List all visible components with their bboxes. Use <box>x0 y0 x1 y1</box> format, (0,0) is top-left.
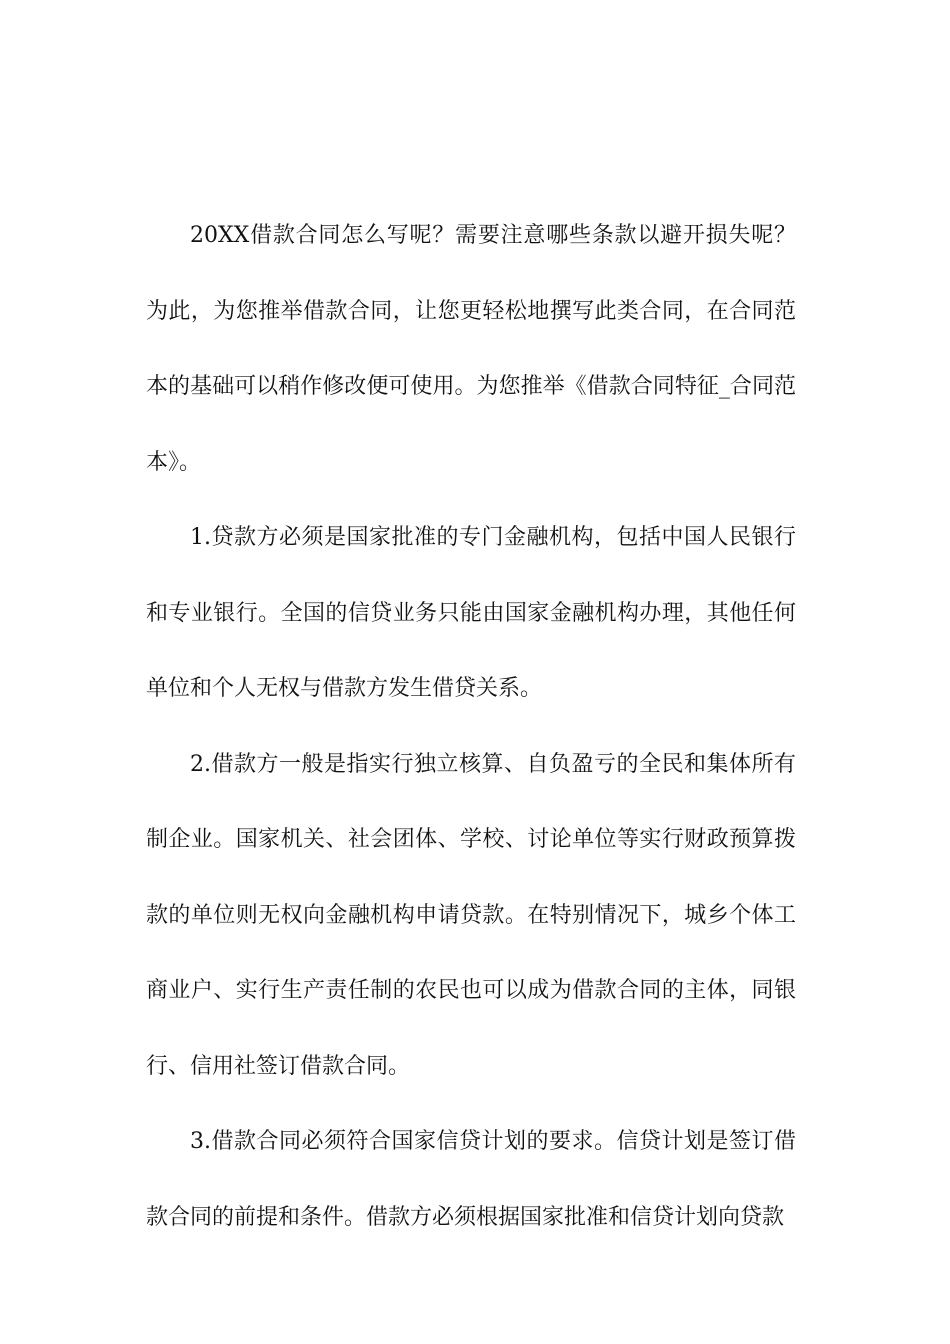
paragraph-clause-3: 3.借款合同必须符合国家信贷计划的要求。信贷计划是签订借款合同的前提和条件。借款方必须根据国家批准和信贷计划向贷款 <box>146 1129 796 1230</box>
document-body <box>146 198 796 1255</box>
paragraph-clause-2: 2.借款方一般是指实行独立核算、自负盈亏的全民和集体所有制企业。国家机关、社会团体、学校、讨论单位等实行财政预算拨款的单位则无权向金融机构申请贷款。在特别情况下，城乡个体工商业户、实行生产责任制的农民也可以成为借款合同的主体，同银行、信用社签订借款合同。 <box>146 751 796 1079</box>
paragraph-intro: 20XX借款合同怎么写呢？需要注意哪些条款以避开损失呢？为此，为您推举借款合同，让您更轻松地撰写此类合同，在合同范本的基础可以稍作修改便可使用。为您推举《借款合同特征_合同范本》。 <box>146 223 796 475</box>
paragraph-clause-1: 1.贷款方必须是国家批准的专门金融机构，包括中国人民银行和专业银行。全国的信贷业务只能由国家金融机构办理，其他任何单位和个人无权与借款方发生借贷关系。 <box>146 525 796 701</box>
